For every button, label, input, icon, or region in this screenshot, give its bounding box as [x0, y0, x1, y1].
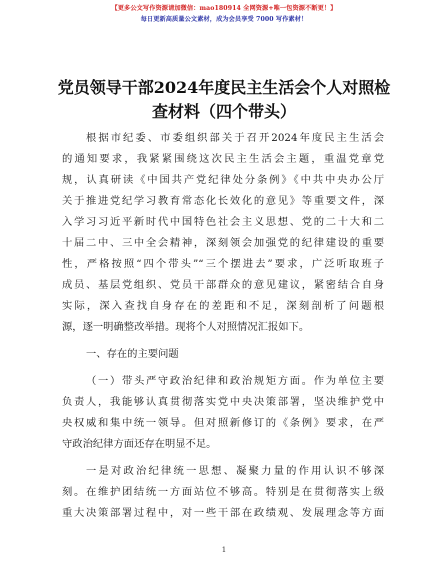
- body-line: 源，逐一明确整改举措。现将个人对照情况汇报如下。: [62, 321, 310, 333]
- body-line: 关于推进党纪学习教育常态化长效化的意见》等重要文件，深: [62, 195, 384, 207]
- document-title-line-2: 查材料（四个带头）: [151, 102, 296, 121]
- page-number: 1: [221, 546, 227, 554]
- body-line: 根据市纪委、市委组织部关于召开2024年度民主生活会: [86, 132, 384, 144]
- body-line: 入学习习近平新时代中国特色社会主义思想、党的二十大和二: [62, 216, 384, 228]
- body-line: 负责人，我能够认真贯彻落实党中央决策部署，坚决维护党中: [62, 396, 384, 408]
- body-line: （一）带头严守政治纪律和政治规矩方面。作为单位主要: [86, 375, 384, 387]
- body-line: 十届二中、三中全会精神，深刻领会加强党的纪律建设的重要: [62, 237, 384, 249]
- body-line: 成员、基层党组织、党员干部群众的意见建议，紧密结合自身: [62, 279, 384, 291]
- promo-banner-line-1: 【更多公文写作资源请加微信：mao180914 全网资源+唯一包资源不断更！】: [111, 5, 337, 12]
- body-line: 守政治纪律方面还存在明显不足。: [62, 438, 217, 450]
- body-line: 央权威和集中统一领导。但对照新修订的《条例》要求，在严: [62, 417, 384, 429]
- body-line: 性，严格按照“四个带头”“三个摆进去”要求，广泛听取班子: [62, 258, 384, 270]
- body-line: 规，认真研读《中国共产党纪律处分条例》《中共中央办公厅: [62, 174, 384, 186]
- body-line: 刻。在维护团结统一方面站位不够高。特别是在贯彻落实上级: [62, 486, 384, 498]
- body-line: 的通知要求，我紧紧围绕这次民主生活会主题，重温党章党: [62, 153, 384, 165]
- body-line: 实际，深入查找自身存在的差距和不足，深刻剖析了问题根: [62, 300, 384, 312]
- promo-banner-line-2: 每日更新高质量公文素材，成为会员享受 7000 写作素材！: [140, 16, 308, 23]
- body-line: 一是对政治纪律统一思想、凝聚力量的作用认识不够深: [86, 465, 384, 477]
- body-line: 重大决策部署过程中，对一些干部在政绩观、发展理念等方面: [62, 507, 384, 519]
- section-heading: 一、存在的主要问题: [86, 348, 179, 360]
- document-title-line-1: 党员领导干部2024年度民主生活会个人对照检: [57, 78, 391, 97]
